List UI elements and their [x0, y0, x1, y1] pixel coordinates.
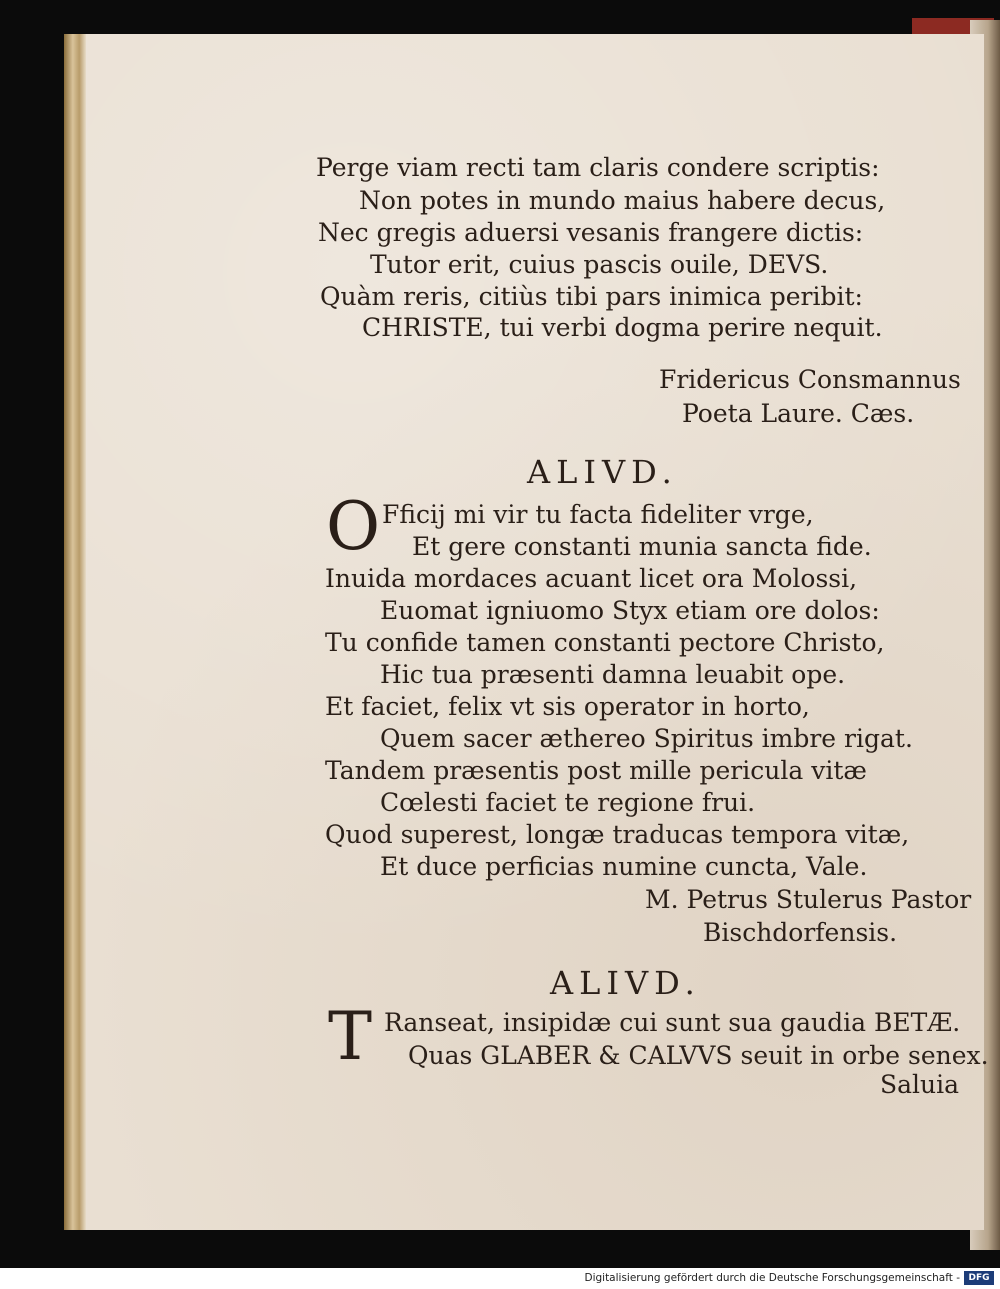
poem2-line-12: Et duce perficias numine cuncta, Vale.	[380, 852, 868, 881]
poem2-line-4: Euomat igniuomo Styx etiam ore dolos:	[380, 596, 880, 625]
poem1-line-6: CHRISTE, tui verbi dogma perire nequit.	[362, 313, 883, 342]
poem1-line-4: Tutor erit, cuius pascis ouile, DEVS.	[370, 250, 829, 279]
poem2-line-11: Quod superest, longæ traducas tempora vitæ,	[325, 820, 910, 849]
poem3-heading: ALIVD.	[550, 964, 701, 1002]
poem2-line-9: Tandem præsentis post mille pericula vitæ	[325, 756, 867, 785]
poem2-line-7: Et faciet, felix vt sis operator in horto,	[325, 692, 810, 721]
dfg-logo: DFG	[964, 1271, 994, 1285]
poem3-line-1: Ranseat, insipidæ cui sunt sua gaudia BETÆ.	[384, 1008, 961, 1037]
poem2-signature-2: Bischdorfensis.	[703, 918, 898, 947]
poem1-line-5: Quàm reris, citiùs tibi pars inimica peribit:	[320, 282, 863, 311]
poem2-signature-1: M. Petrus Stulerus Pastor	[645, 885, 972, 914]
poem3-line-2: Quas GLABER & CALVVS seuit in orbe senex.	[408, 1041, 989, 1070]
poem1-signature-2: Poeta Laure. Cæs.	[682, 399, 915, 428]
catchword: Saluia	[880, 1070, 960, 1099]
poem2-line-2: Et gere constanti munia sancta fide.	[412, 532, 872, 561]
poem2-line-10: Cœlesti faciet te regione frui.	[380, 788, 756, 817]
poem2-heading: ALIVD.	[527, 453, 678, 491]
footer-bar	[0, 1268, 1000, 1289]
poem1-signature-1: Fridericus Consmannus	[659, 365, 961, 394]
poem2-line-1: Fficij mi vir tu facta fideliter vrge,	[382, 500, 814, 529]
poem2-line-8: Quem sacer æthereo Spiritus imbre rigat.	[380, 724, 913, 753]
poem1-line-3: Nec gregis aduersi vesanis frangere dictis:	[318, 218, 864, 247]
poem2-line-6: Hic tua præsenti damna leuabit ope.	[380, 660, 846, 689]
poem2-dropcap: O	[326, 488, 381, 565]
poem2-line-3: Inuida mordaces acuant licet ora Molossi,	[325, 564, 858, 593]
footer-credit: Digitalisierung gefördert durch die Deutsche Forschungsgemeinschaft -	[584, 1272, 960, 1284]
poem2-line-5: Tu confide tamen constanti pectore Christo,	[325, 628, 885, 657]
page-edge-left	[64, 34, 86, 1230]
poem3-dropcap: T	[328, 998, 373, 1075]
poem1-line-1: Perge viam recti tam claris condere scriptis:	[316, 153, 880, 182]
poem1-line-2: Non potes in mundo maius habere decus,	[359, 186, 886, 215]
